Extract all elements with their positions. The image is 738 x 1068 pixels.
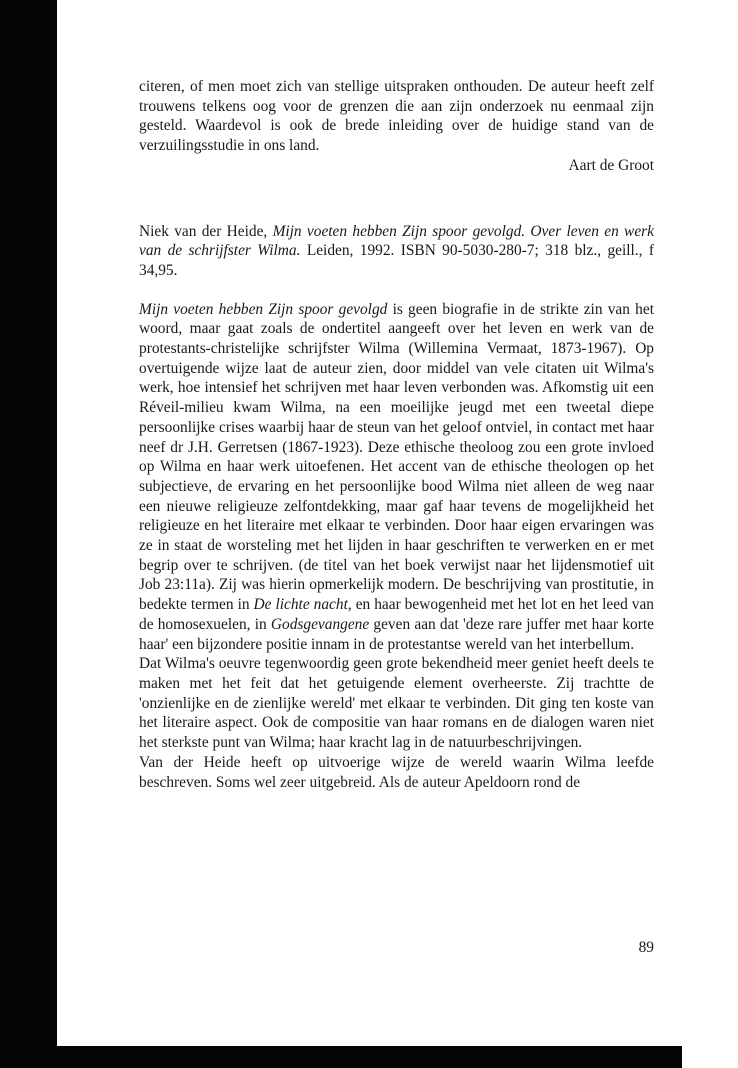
body-text: geven aan dat 'deze rare juffer met haar korte haar' een bijzondere positie innam in de protestantse wereld van het interbellum.: [139, 615, 654, 653]
review-publication-details: Leiden, 1992. ISBN 90-5030-280-7; 318 blz., geill., f 34,95.: [139, 242, 654, 279]
body-paragraph-3: Van der Heide heeft op uitvoerige wijze de wereld waarin Wilma leefde beschreven. Soms wel zeer uitgebreid. Als de auteur Apeldoorn rond de: [139, 753, 654, 791]
paragraph-continued: citeren, of men moet zich van stellige uitspraken onthouden. De auteur heeft zelf trouwens telkens oog voor de grenzen die aan zijn onderzoek nu eenmaal zijn gesteld. Waardevol is ook de brede inleiding over de huidige stand van de verzuilingsstudie in ons land.: [139, 78, 654, 155]
body-paragraph-2: Dat Wilma's oeuvre tegenwoordig geen grote bekendheid meer geniet heeft deels te maken met het feit dat het getuigende element overheerste. Zij trachtte de 'onzienlijke en de zienlijke wereld' met elkaar te verbinden. Dit ging ten koste van het literaire aspect. Ook de compositie van haar romans en de dialogen waren niet het sterkste punt van Wilma; haar kracht lag in de natuurbeschrijvingen.: [139, 655, 654, 752]
section-spacer: [139, 176, 654, 222]
review-heading: [139, 222, 654, 281]
body-text: , en haar bewogenheid met het lot en het leed van de homosexuelen, in: [139, 596, 654, 633]
review-author: Niek van der Heide,: [139, 222, 268, 240]
inline-book-title: Mijn voeten hebben Zijn spoor gevolgd: [139, 300, 388, 318]
scan-border-left: [0, 0, 57, 1068]
page-number: 89: [638, 939, 654, 956]
body-paragraph-1: [139, 300, 654, 655]
body-text: is geen biografie in de strikte zin van het woord, maar gaat zoals de ondertitel aangeeft over het leven en werk van de protestants-christelijke schrijfster Wilma (Willemina Vermaat, 1873-1967). Op overtuigende wijze laat de auteur zien, door middel van vele citaten uit Wilma's werk, hoe intensief het schrijven met haar leven verbonden was. Afkomstig uit een Réveil-milieu kwam Wilma, na een moeilijke jeugd met een tweetal diepe persoonlijke crises waarbij haar de steun van het geloof ontviel, in contact met haar neef dr J.H. Gerretsen (1867-1923). Deze ethische theoloog zou een grote invloed op Wilma en haar werk uitoefenen. Het accent van de ethische theologen op het subjectieve, de ervaring en het persoonlijke bood Wilma niet alleen de weg naar een nieuwe religieuze zelfontdekking, maar gaf haar tevens de mogelijkheid het religieuze en het literaire met elkaar te verbinden. Door haar eigen ervaringen was ze in staat de worsteling met het lijden in haar geschriften te verwerken en er met begrip over te schrijven. (de titel van het boek verwijst naar het lijdensmotief uit Job 23:11a). Zij was hierin opmerkelijk modern. De beschrijving van prostitutie, in bedekte termen in: [139, 300, 654, 614]
paragraph-spacer: [139, 281, 654, 300]
review-signature: Aart de Groot: [568, 156, 654, 174]
scan-border-bottom: [57, 1046, 682, 1068]
inline-work-title: Godsgevangene: [270, 615, 370, 633]
inline-work-title: De lichte nacht: [253, 596, 348, 614]
review-book-title: Mijn voeten hebben Zijn spoor gevolgd. Over leven en werk van de schrijfster Wilma.: [139, 222, 654, 260]
page-text: [139, 77, 654, 792]
